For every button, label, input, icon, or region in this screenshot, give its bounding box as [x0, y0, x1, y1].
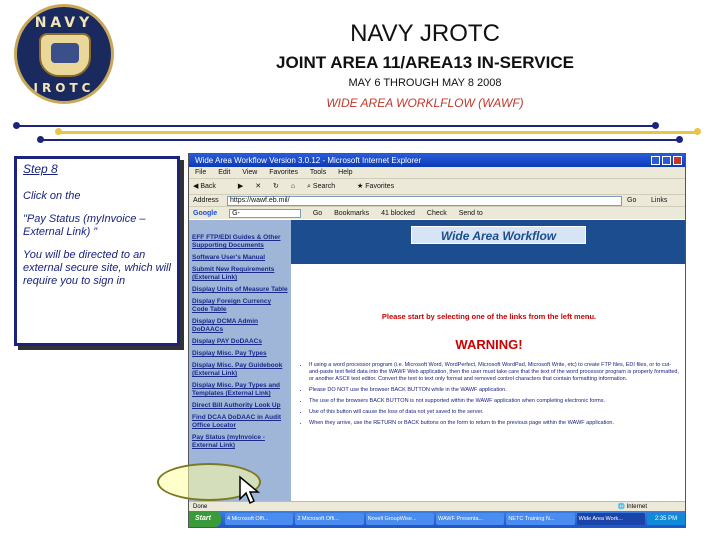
warning-item: • The use of the browsers BACK BUTTON is not supported within the WAWF application when completing electronic forms.: [309, 398, 679, 405]
nav-dcma-dodaacs[interactable]: Display DCMA Admin DoDAACs: [192, 318, 258, 333]
step-line-1: Click on the: [23, 190, 81, 202]
back-button[interactable]: ◀ Back: [193, 183, 216, 190]
forward-icon[interactable]: ▶: [237, 183, 244, 190]
page-subtitle: JOINT AREA 11/AREA13 IN-SERVICE: [276, 53, 574, 72]
start-prompt: Please start by selecting one of the links from the left menu.: [381, 312, 597, 321]
windows-taskbar: [189, 511, 686, 527]
nav-misc-pay-guidebook[interactable]: Display Misc. Pay Guidebook (External Link): [192, 362, 283, 377]
rule-dot-left: [55, 128, 62, 135]
browser-window: [188, 153, 686, 528]
status-text: Done: [193, 504, 208, 510]
taskbar-tasks: [225, 513, 645, 525]
address-bar: [189, 194, 685, 206]
google-logo: Google: [193, 210, 218, 217]
navy-rule: [16, 125, 656, 127]
home-icon[interactable]: ⌂: [290, 183, 296, 190]
logo-top-text: NAVY: [34, 15, 94, 31]
wawf-banner: [291, 220, 686, 264]
favorites-button[interactable]: ★ Favorites: [357, 183, 395, 190]
refresh-icon[interactable]: ↻: [273, 183, 279, 190]
rule-dot-right: [676, 136, 683, 143]
warning-heading: WARNING!: [455, 337, 523, 352]
minimize-icon[interactable]: [651, 156, 660, 165]
nav-pay-dodaacs[interactable]: Display PAY DoDAACs: [192, 338, 262, 345]
nav-misc-pay-types[interactable]: Display Misc. Pay Types: [192, 350, 267, 357]
rule-dot-right: [694, 128, 701, 135]
warning-item: • If using a word processor program (i.e. Microsoft Word, WordPerfect, Microsoft WordPad, Microsoft Write, etc) to create FTP files, EDI files, or to cut-and-paste text field data into the WAWF Web application, then the user must take care that the text of the word processor program is properly formatted, or another ASCII text editor. Convert the text to text only format and removed control characters that contain formatting information.: [309, 362, 679, 383]
window-title: Wide Area Workflow Version 3.0.12 - Microsoft Internet Explorer: [195, 156, 422, 165]
menu-edit[interactable]: Edit: [218, 169, 231, 176]
menu-file[interactable]: File: [195, 169, 207, 176]
nav-submit-requirements[interactable]: Submit New Requirements (External Link): [192, 266, 275, 281]
warning-item: • When they arrive, use the RETURN or BACK buttons on the form to return to the previous page within the WAWF application.: [309, 420, 679, 427]
menu-view[interactable]: View: [242, 169, 258, 176]
page-topic: WIDE AREA WORKLFLOW (WAWF): [326, 96, 524, 110]
search-button[interactable]: ⌕ Search: [307, 183, 336, 190]
browser-status-bar: [189, 501, 686, 511]
nav-users-manual[interactable]: Software User's Manual: [192, 254, 266, 261]
stop-icon[interactable]: ✕: [255, 183, 262, 190]
page-content: [189, 220, 686, 513]
rule-dot-right: [652, 122, 659, 129]
wawf-logo: Wide Area Workflow: [411, 226, 586, 244]
go-button[interactable]: Go: [627, 197, 637, 204]
navy-rule: [40, 139, 680, 141]
taskbar-item[interactable]: Wide Area Work...: [577, 513, 645, 525]
close-icon[interactable]: [673, 156, 682, 165]
security-zone-label: Internet: [626, 504, 647, 510]
menu-bar: [189, 167, 685, 178]
warning-item: • Please DO NOT use the browser BACK BUTTON while in the WAWF application.: [309, 387, 679, 394]
taskbar-item[interactable]: Novell GroupWise...: [366, 513, 434, 525]
step-title: Step 8: [23, 162, 58, 176]
address-label: Address: [193, 197, 219, 204]
page-title: NAVY JROTC: [350, 20, 500, 47]
wawf-main-panel: [291, 264, 686, 513]
address-input[interactable]: https://wawf.eb.mil/: [227, 196, 622, 206]
logo-bottom-text: JROTC: [33, 81, 95, 95]
nav-misc-pay-templates[interactable]: Display Misc. Pay Types and Templates (External Link): [192, 382, 281, 397]
leftnav-spacer: [189, 220, 291, 232]
send-to-button[interactable]: Send to: [458, 210, 483, 217]
nav-foreign-currency[interactable]: Display Foreign Currency Code Table: [192, 298, 272, 313]
nav-dcaa-dodaac[interactable]: Find DCAA DoDAAC in Audit Office Locator: [192, 414, 282, 429]
mouse-pointer-icon: [238, 475, 262, 505]
nav-pay-status-myinvoice[interactable]: Pay Status (myInvoice - External Link): [192, 434, 265, 449]
back-label: Back: [200, 183, 216, 190]
start-button[interactable]: Start: [189, 511, 221, 527]
menu-tools[interactable]: Tools: [309, 169, 327, 176]
favorites-label: Favorites: [365, 183, 395, 190]
spellcheck-button[interactable]: Check: [426, 210, 447, 217]
browser-titlebar: [189, 154, 685, 167]
menu-help[interactable]: Help: [338, 169, 353, 176]
step-line-3: You will be directed to an external secure site, which will require you to sign in: [23, 249, 171, 287]
taskbar-item[interactable]: WAWF Presenta...: [436, 513, 504, 525]
google-go-button[interactable]: Go: [312, 210, 323, 217]
menu-favorites[interactable]: Favorites: [269, 169, 299, 176]
rule-dot-left: [37, 136, 44, 143]
page-dates: MAY 6 THROUGH MAY 8 2008: [348, 77, 502, 89]
nav-edi-guides[interactable]: EFF FTP/EDI Guides & Other Supporting Documents: [192, 234, 281, 249]
rule-dot-left: [13, 122, 20, 129]
search-label: Search: [312, 183, 336, 190]
bookmarks-button[interactable]: Bookmarks: [334, 210, 370, 217]
step-line-2: "Pay Status (myInvoice – External Link) ": [23, 213, 146, 238]
step-instructions-panel: [14, 156, 180, 346]
warning-item: • Use of this button will cause the loss of data not yet saved to the server.: [309, 409, 679, 416]
system-clock: 2:35 PM: [647, 513, 685, 525]
taskbar-item[interactable]: NETC Training N...: [506, 513, 574, 525]
links-button[interactable]: Links: [651, 197, 668, 204]
google-toolbar: [189, 206, 685, 219]
maximize-icon[interactable]: [662, 156, 671, 165]
google-search-dropdown[interactable]: G-: [229, 209, 301, 218]
security-zone: 🌐 Internet: [617, 504, 647, 510]
nav-direct-bill-authority[interactable]: Direct Bill Authority Look Up: [192, 402, 281, 409]
gold-rule: [58, 131, 698, 134]
popups-blocked[interactable]: 41 blocked: [381, 210, 415, 217]
warning-list: [309, 362, 679, 431]
nav-units-of-measure[interactable]: Display Units of Measure Table: [192, 286, 288, 293]
taskbar-item[interactable]: 2 Microsoft Offi...: [295, 513, 363, 525]
browser-toolbar: [189, 178, 685, 194]
taskbar-item[interactable]: 4 Microsoft Offi...: [225, 513, 293, 525]
